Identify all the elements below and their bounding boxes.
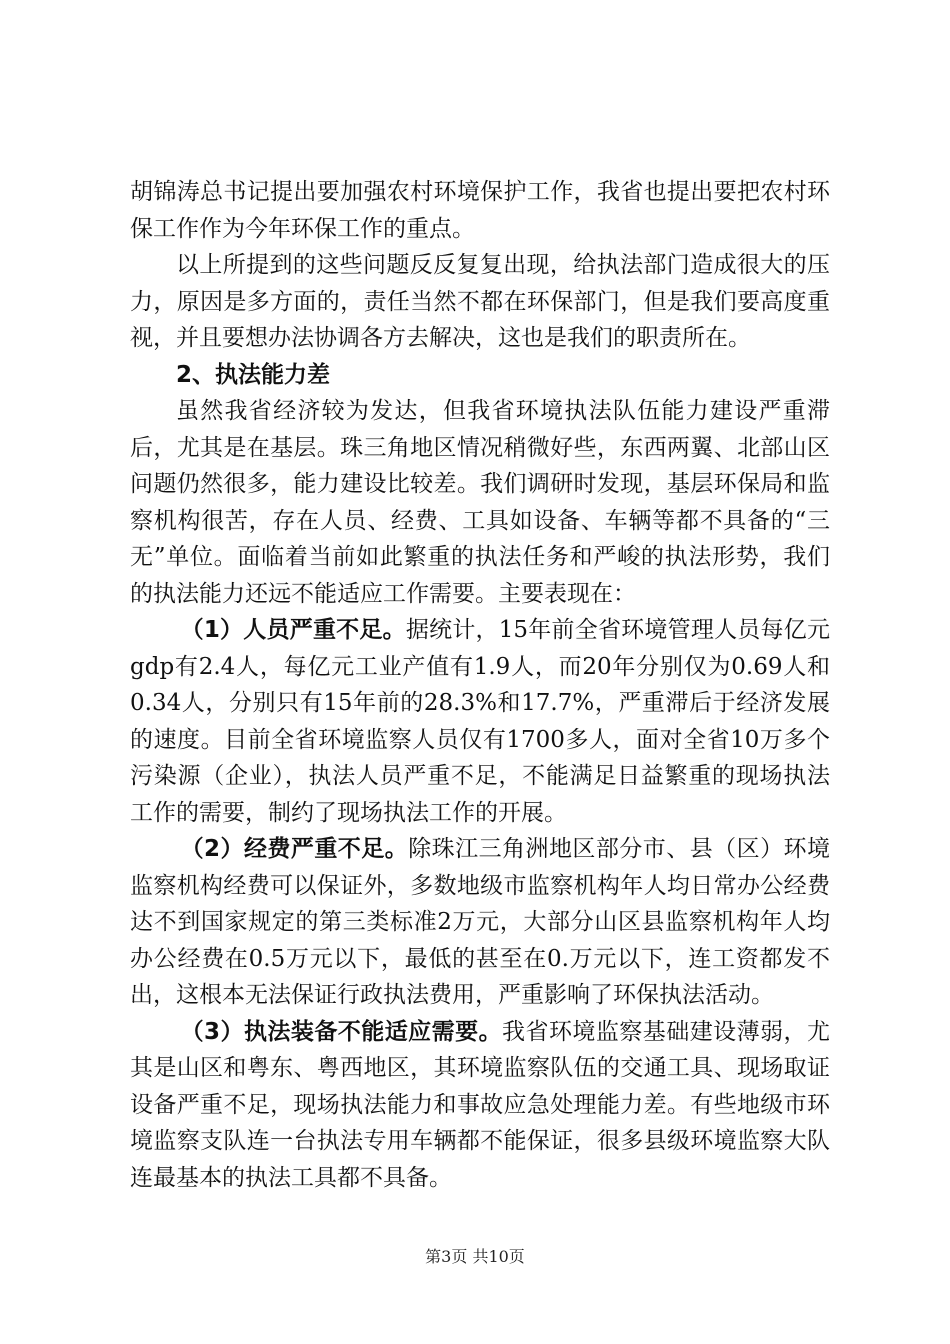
paragraph-text: 除珠江三角洲地区部分市、县（区）环境监察机构经费可以保证外，多数地级市监察机构年人均日常办公经费达不到国家规定的第三类标准2万元，大部分山区县监察机构年人均办公经费在0.5万元以下，最低的甚至在0.万元以下，连工资都发不出，这根本无法保证行政执法费用，严重影响了环保执法活动。 (130, 836, 830, 1008)
paragraph-lead: （1）人员严重不足。 (180, 617, 406, 643)
paragraph-lead: （3）执法装备不能适应需要。 (180, 1018, 503, 1045)
paragraph-text: 以上所提到的这些问题反反复复出现，给执法部门造成很大的压力，原因是多方面的，责任当然不都在环保部门，但是我们要高度重视，并且要想办法协调各方去解决，这也是我们的职责所在。 (130, 252, 830, 351)
document-body (130, 174, 830, 1196)
paragraph-text: 我省环境监察基础建设薄弱，尤其是山区和粤东、粤西地区，其环境监察队伍的交通工具、现场取证设备严重不足，现场执法能力和事故应急处理能力差。有些地级市环境监察支队连一台执法专用车辆都不能保证，很多县级环境监察大队连最基本的执法工具都不具备。 (130, 1018, 830, 1191)
paragraph-lead: （2）经费严重不足。 (180, 836, 409, 862)
heading-text: 2、执法能力差 (176, 361, 331, 388)
section-heading (130, 357, 830, 394)
paragraph-equipment (130, 1014, 830, 1197)
paragraph-text: 胡锦涛总书记提出要加强农村环境保护工作，我省也提出要把农村环保工作作为今年环保工作的重点。 (130, 179, 830, 242)
page-footer (0, 1244, 950, 1267)
paragraph-problems-summary (130, 247, 830, 357)
paragraph-funding (130, 831, 830, 1014)
page-number: 第3页 共10页 (425, 1247, 525, 1266)
paragraph-staffing (130, 612, 830, 831)
paragraph-text: 据统计，15年前全省环境管理人员每亿元gdp有2.4人，每亿元工业产值有1.9人，而20年分别仅为0.69人和0.34人，分别只有15年前的28.3%和17.7%，严重滞后于经济发展的速度。目前全省环境监察人员仅有1700多人，面对全省10万多个污染源（企业），执法人员严重不足，不能满足日益繁重的现场执法工作的需要，制约了现场执法工作的开展。 (130, 617, 830, 826)
paragraph-continuation (130, 174, 830, 247)
paragraph-text: 虽然我省经济较为发达，但我省环境执法队伍能力建设严重滞后，尤其是在基层。珠三角地区情况稍微好些，东西两翼、北部山区问题仍然很多，能力建设比较差。我们调研时发现，基层环保局和监察机构很苦，存在人员、经费、工具如设备、车辆等都不具备的“三无”单位。面临着当前如此繁重的执法任务和严峻的执法形势，我们的执法能力还远不能适应工作需要。主要表现在： (130, 398, 830, 607)
paragraph-capacity-intro (130, 393, 830, 612)
